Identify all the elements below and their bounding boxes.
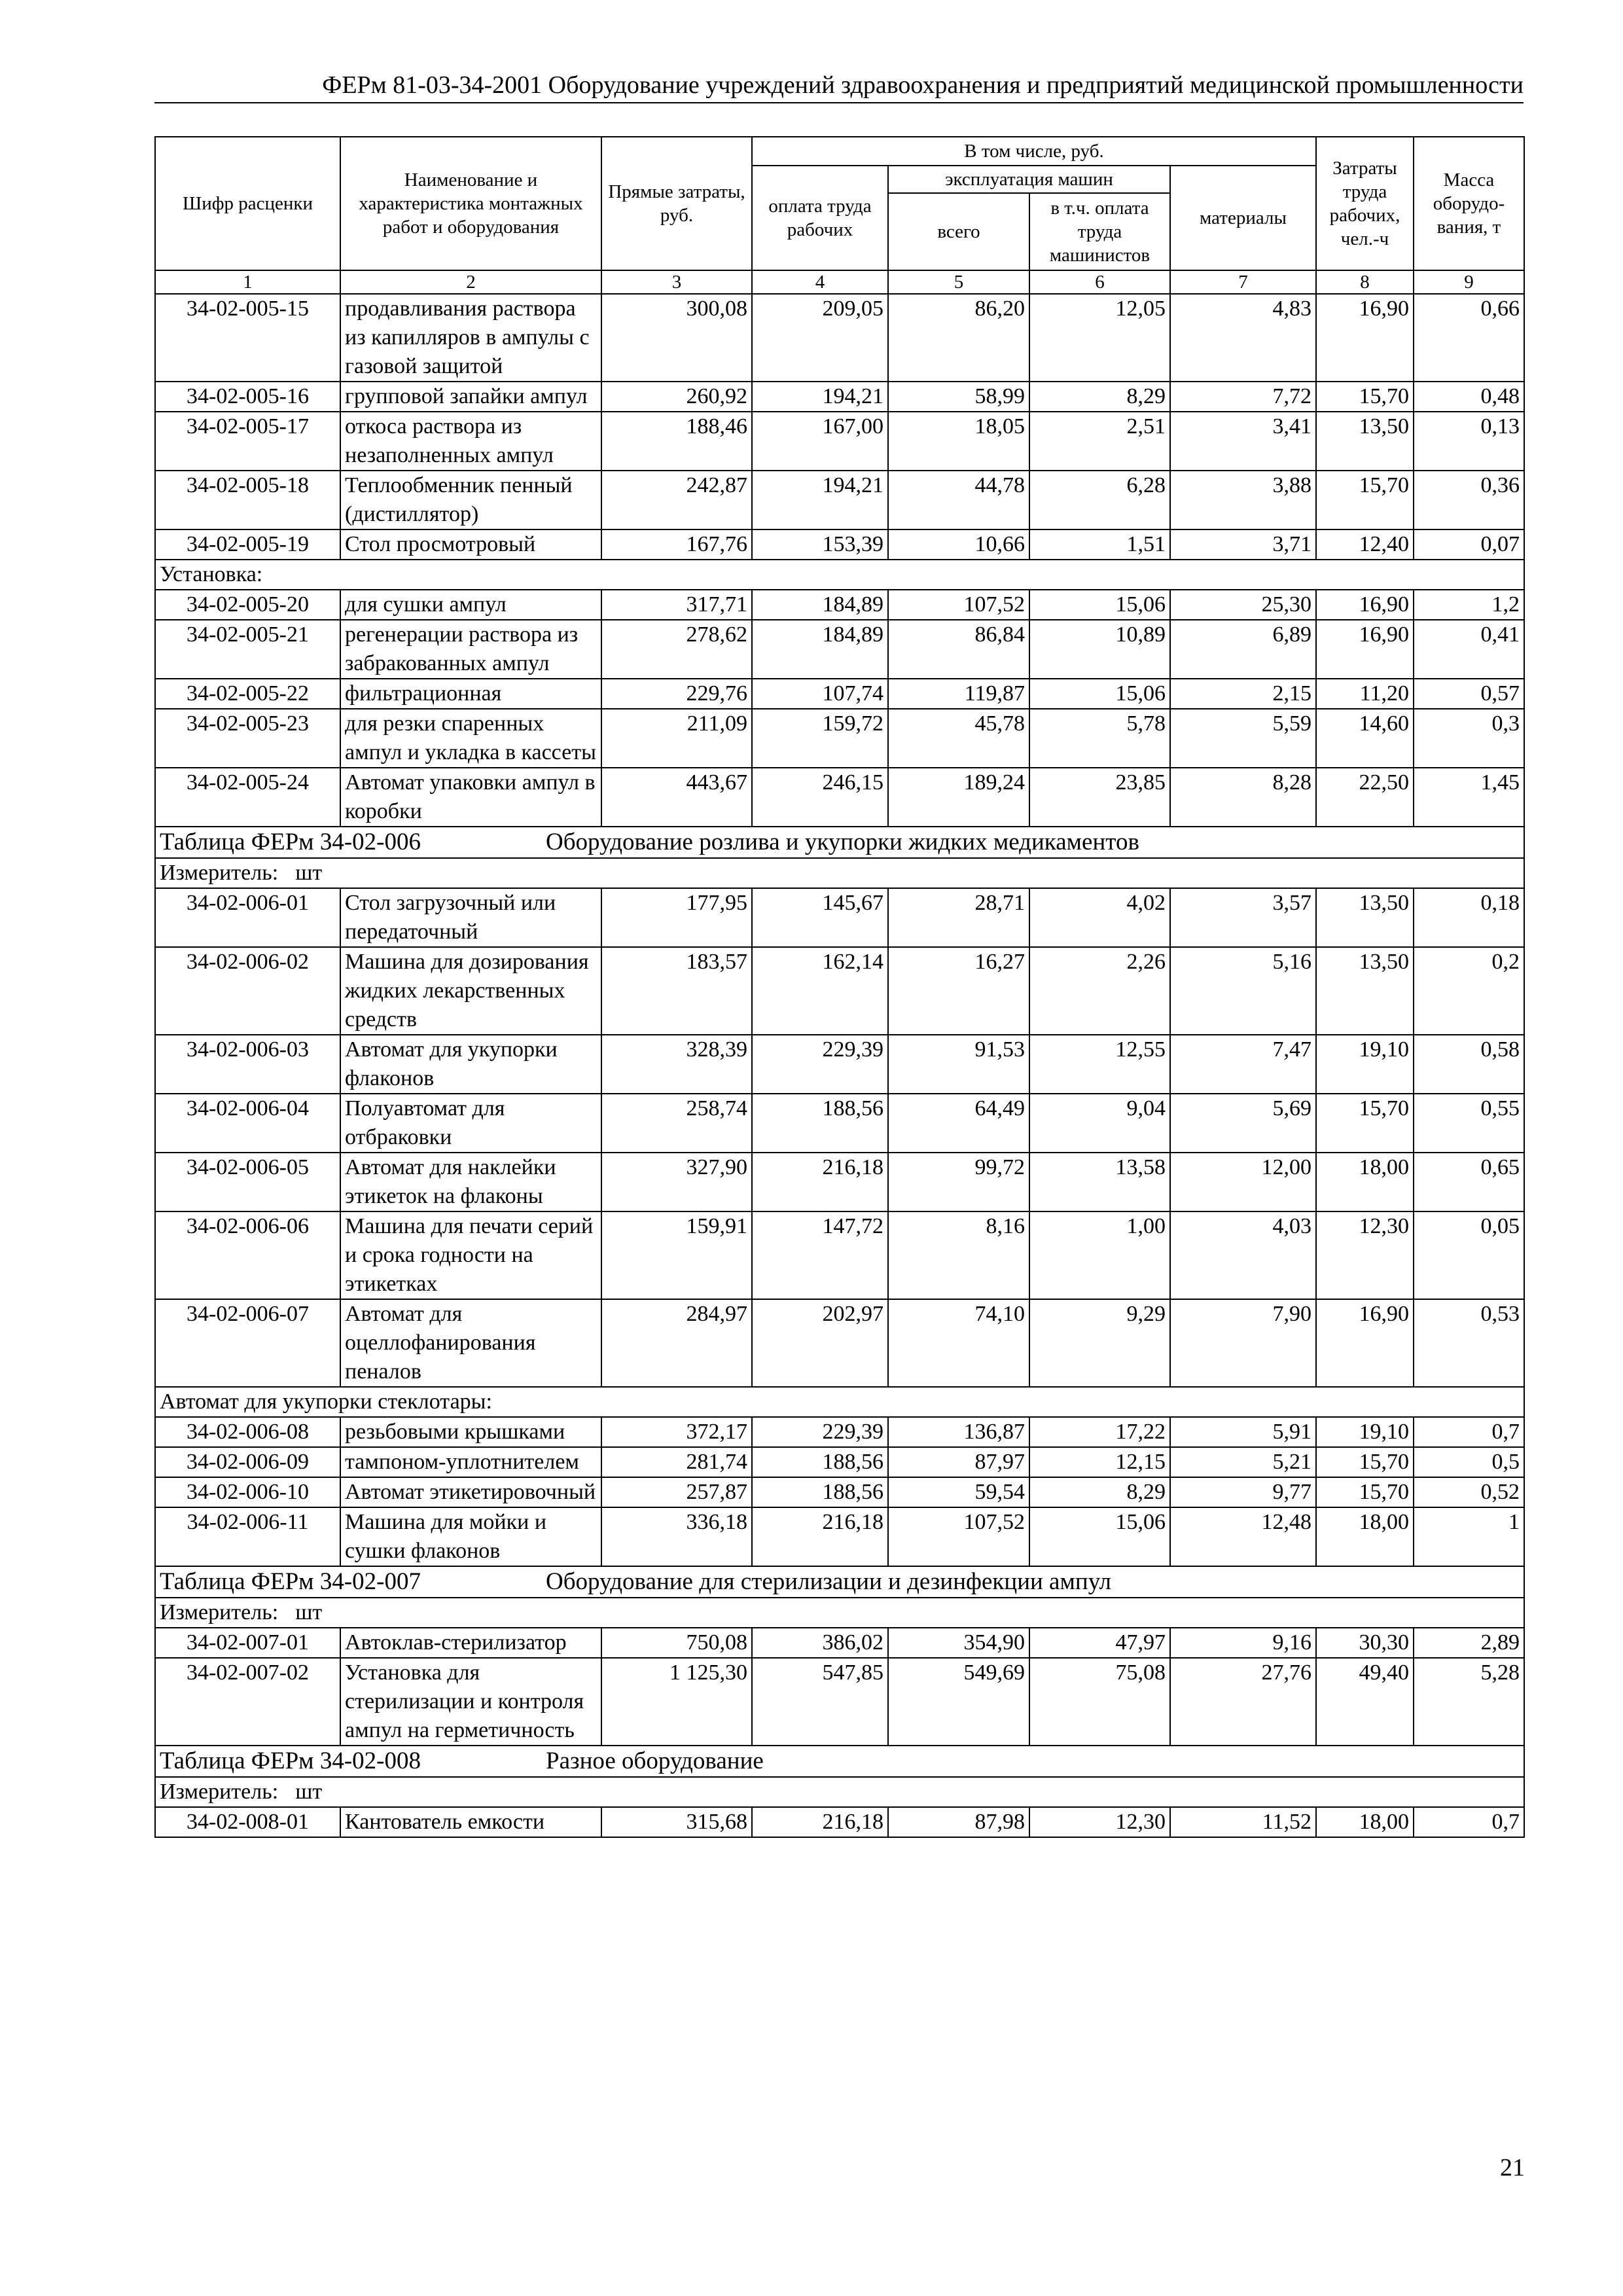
col-labor-header: Затраты труда рабочих, чел.-ч [1316, 137, 1414, 270]
section-table-title: Разное оборудование [546, 1748, 764, 1774]
section-heading [155, 1746, 1524, 1777]
machines-total-cost: 119,87 [888, 679, 1029, 709]
direct-cost: 281,74 [601, 1447, 752, 1477]
rate-code: 34-02-007-02 [155, 1658, 340, 1746]
measure-unit: шт [295, 1600, 323, 1624]
col-including-header: В том числе, руб. [752, 137, 1316, 166]
materials-cost: 8,28 [1170, 768, 1316, 827]
direct-cost: 750,08 [601, 1628, 752, 1658]
section-table-label: Таблица ФЕРм 34-02-007 [160, 1568, 421, 1595]
machines-total-cost: 58,99 [888, 382, 1029, 412]
section-heading-row [155, 1566, 1524, 1598]
machines-wages-cost: 6,28 [1029, 471, 1170, 529]
labor-hours: 19,10 [1316, 1417, 1414, 1447]
col-mass-header: Масса оборудо-вания, т [1414, 137, 1524, 270]
machines-wages-cost: 1,00 [1029, 1211, 1170, 1299]
table-row [155, 1477, 1524, 1507]
direct-cost: 229,76 [601, 679, 752, 709]
work-name: Стол просмотровый [340, 529, 601, 560]
labor-hours: 19,10 [1316, 1035, 1414, 1094]
machines-total-cost: 44,78 [888, 471, 1029, 529]
materials-cost: 7,72 [1170, 382, 1316, 412]
column-number: 1 [155, 270, 340, 294]
machines-wages-cost: 12,15 [1029, 1447, 1170, 1477]
work-name: Установка для стерилизации и контроля ампул на герметичность [340, 1658, 601, 1746]
equipment-mass: 0,3 [1414, 709, 1524, 768]
wages-cost: 229,39 [752, 1035, 888, 1094]
rate-code: 34-02-005-16 [155, 382, 340, 412]
materials-cost: 7,47 [1170, 1035, 1316, 1094]
wages-cost: 386,02 [752, 1628, 888, 1658]
equipment-mass: 0,13 [1414, 412, 1524, 471]
wages-cost: 229,39 [752, 1417, 888, 1447]
section-table-label: Таблица ФЕРм 34-02-008 [160, 1748, 421, 1774]
machines-wages-cost: 8,29 [1029, 382, 1170, 412]
wages-cost: 202,97 [752, 1299, 888, 1387]
table-row [155, 590, 1524, 620]
rate-code: 34-02-006-08 [155, 1417, 340, 1447]
table-body [155, 294, 1524, 1837]
materials-cost: 27,76 [1170, 1658, 1316, 1746]
equipment-mass: 0,41 [1414, 620, 1524, 679]
work-name: Автомат упаковки ампул в коробки [340, 768, 601, 827]
section-table-title: Оборудование розлива и укупорки жидких медикаментов [546, 829, 1139, 855]
group-heading-row [155, 1387, 1524, 1417]
table-row [155, 1507, 1524, 1566]
direct-cost: 188,46 [601, 412, 752, 471]
rate-code: 34-02-006-11 [155, 1507, 340, 1566]
labor-hours: 49,40 [1316, 1658, 1414, 1746]
direct-cost: 159,91 [601, 1211, 752, 1299]
section-heading-row [155, 1746, 1524, 1777]
labor-hours: 30,30 [1316, 1628, 1414, 1658]
work-name: резьбовыми крышками [340, 1417, 601, 1447]
labor-hours: 15,70 [1316, 1447, 1414, 1477]
machines-total-cost: 189,24 [888, 768, 1029, 827]
machines-total-cost: 136,87 [888, 1417, 1029, 1447]
wages-cost: 209,05 [752, 294, 888, 382]
col-direct-header: Прямые затраты, руб. [601, 137, 752, 270]
equipment-mass: 0,57 [1414, 679, 1524, 709]
direct-cost: 336,18 [601, 1507, 752, 1566]
rate-code: 34-02-005-23 [155, 709, 340, 768]
table-row [155, 412, 1524, 471]
rate-code: 34-02-005-24 [155, 768, 340, 827]
direct-cost: 242,87 [601, 471, 752, 529]
work-name: фильтрационная [340, 679, 601, 709]
labor-hours: 12,40 [1316, 529, 1414, 560]
table-row [155, 294, 1524, 382]
labor-hours: 12,30 [1316, 1211, 1414, 1299]
rate-code: 34-02-005-15 [155, 294, 340, 382]
materials-cost: 5,21 [1170, 1447, 1316, 1477]
equipment-mass: 1 [1414, 1507, 1524, 1566]
table-row [155, 1417, 1524, 1447]
measure-row [155, 1777, 1524, 1807]
machines-total-cost: 59,54 [888, 1477, 1029, 1507]
machines-wages-cost: 15,06 [1029, 679, 1170, 709]
table-row [155, 1299, 1524, 1387]
rate-code: 34-02-007-01 [155, 1628, 340, 1658]
machines-wages-cost: 2,51 [1029, 412, 1170, 471]
materials-cost: 4,83 [1170, 294, 1316, 382]
rate-code: 34-02-005-22 [155, 679, 340, 709]
work-name: Автомат этикетировочный [340, 1477, 601, 1507]
work-name: Автомат для укупорки флаконов [340, 1035, 601, 1094]
table-row [155, 1658, 1524, 1746]
group-heading: Установка: [155, 560, 1524, 590]
direct-cost: 258,74 [601, 1094, 752, 1153]
section-table-label: Таблица ФЕРм 34-02-006 [160, 829, 421, 855]
machines-wages-cost: 15,06 [1029, 590, 1170, 620]
measure-unit: шт [295, 1780, 323, 1804]
machines-wages-cost: 4,02 [1029, 888, 1170, 947]
rate-code: 34-02-008-01 [155, 1807, 340, 1837]
machines-total-cost: 354,90 [888, 1628, 1029, 1658]
materials-cost: 6,89 [1170, 620, 1316, 679]
equipment-mass: 2,89 [1414, 1628, 1524, 1658]
wages-cost: 153,39 [752, 529, 888, 560]
work-name: откоса раствора из незаполненных ампул [340, 412, 601, 471]
work-name: Автомат для наклейки этикеток на флаконы [340, 1153, 601, 1211]
rate-code: 34-02-006-09 [155, 1447, 340, 1477]
work-name: Машина для печати серий и срока годности на этикетках [340, 1211, 601, 1299]
equipment-mass: 0,48 [1414, 382, 1524, 412]
measure-cell [155, 1598, 1524, 1628]
measure-row [155, 858, 1524, 888]
labor-hours: 16,90 [1316, 1299, 1414, 1387]
machines-wages-cost: 8,29 [1029, 1477, 1170, 1507]
machines-wages-cost: 5,78 [1029, 709, 1170, 768]
machines-wages-cost: 23,85 [1029, 768, 1170, 827]
equipment-mass: 0,7 [1414, 1807, 1524, 1837]
col-machines-header: эксплуатация машин [888, 166, 1170, 193]
machines-total-cost: 549,69 [888, 1658, 1029, 1746]
labor-hours: 11,20 [1316, 679, 1414, 709]
column-number: 9 [1414, 270, 1524, 294]
table-row [155, 529, 1524, 560]
labor-hours: 13,50 [1316, 412, 1414, 471]
direct-cost: 327,90 [601, 1153, 752, 1211]
section-heading-row [155, 827, 1524, 858]
equipment-mass: 0,66 [1414, 294, 1524, 382]
rate-code: 34-02-006-03 [155, 1035, 340, 1094]
rate-code: 34-02-005-17 [155, 412, 340, 471]
work-name: Автоклав-стерилизатор [340, 1628, 601, 1658]
column-number: 3 [601, 270, 752, 294]
equipment-mass: 0,65 [1414, 1153, 1524, 1211]
equipment-mass: 1,2 [1414, 590, 1524, 620]
table-row [155, 1628, 1524, 1658]
equipment-mass: 5,28 [1414, 1658, 1524, 1746]
direct-cost: 372,17 [601, 1417, 752, 1447]
table-row [155, 768, 1524, 827]
rate-code: 34-02-006-01 [155, 888, 340, 947]
rate-code: 34-02-005-21 [155, 620, 340, 679]
machines-total-cost: 45,78 [888, 709, 1029, 768]
machines-wages-cost: 13,58 [1029, 1153, 1170, 1211]
page-header: ФЕРм 81-03-34-2001 Оборудование учреждений здравоохранения и предприятий медицинской промышленности [154, 71, 1524, 103]
work-name: Автомат для оцеллофанирования пеналов [340, 1299, 601, 1387]
direct-cost: 1 125,30 [601, 1658, 752, 1746]
work-name: продавливания раствора из капилляров в ампулы с газовой защитой [340, 294, 601, 382]
work-name: Кантователь емкости [340, 1807, 601, 1837]
materials-cost: 3,71 [1170, 529, 1316, 560]
wages-cost: 107,74 [752, 679, 888, 709]
materials-cost: 2,15 [1170, 679, 1316, 709]
labor-hours: 16,90 [1316, 620, 1414, 679]
column-number: 5 [888, 270, 1029, 294]
machines-total-cost: 87,98 [888, 1807, 1029, 1837]
equipment-mass: 0,5 [1414, 1447, 1524, 1477]
col-machines-wages-header: в т.ч. оплата труда машинистов [1029, 193, 1170, 270]
col-wages-header: оплата труда рабочих [752, 166, 888, 270]
wages-cost: 145,67 [752, 888, 888, 947]
direct-cost: 177,95 [601, 888, 752, 947]
materials-cost: 12,48 [1170, 1507, 1316, 1566]
table-row [155, 382, 1524, 412]
equipment-mass: 0,58 [1414, 1035, 1524, 1094]
wages-cost: 194,21 [752, 382, 888, 412]
materials-cost: 3,41 [1170, 412, 1316, 471]
wages-cost: 188,56 [752, 1094, 888, 1153]
labor-hours: 13,50 [1316, 947, 1414, 1035]
work-name: для сушки ампул [340, 590, 601, 620]
machines-wages-cost: 12,05 [1029, 294, 1170, 382]
machines-total-cost: 10,66 [888, 529, 1029, 560]
group-heading-row [155, 560, 1524, 590]
machines-total-cost: 64,49 [888, 1094, 1029, 1153]
table-row [155, 947, 1524, 1035]
measure-cell [155, 1777, 1524, 1807]
section-table-title: Оборудование для стерилизации и дезинфекции ампул [546, 1568, 1112, 1595]
page-number: 21 [1500, 2154, 1525, 2181]
equipment-mass: 0,07 [1414, 529, 1524, 560]
col-code-header: Шифр расценки [155, 137, 340, 270]
machines-total-cost: 86,84 [888, 620, 1029, 679]
rate-code: 34-02-006-04 [155, 1094, 340, 1153]
machines-total-cost: 107,52 [888, 590, 1029, 620]
labor-hours: 15,70 [1316, 1477, 1414, 1507]
direct-cost: 260,92 [601, 382, 752, 412]
col-name-header: Наименование и характеристика монтажных работ и оборудования [340, 137, 601, 270]
equipment-mass: 0,18 [1414, 888, 1524, 947]
table-header [155, 137, 1524, 294]
machines-wages-cost: 9,29 [1029, 1299, 1170, 1387]
column-number: 8 [1316, 270, 1414, 294]
column-number: 2 [340, 270, 601, 294]
direct-cost: 284,97 [601, 1299, 752, 1387]
machines-wages-cost: 9,04 [1029, 1094, 1170, 1153]
machines-wages-cost: 17,22 [1029, 1417, 1170, 1447]
direct-cost: 300,08 [601, 294, 752, 382]
work-name: Машина для мойки и сушки флаконов [340, 1507, 601, 1566]
equipment-mass: 0,53 [1414, 1299, 1524, 1387]
table-row [155, 1447, 1524, 1477]
table-row [155, 1035, 1524, 1094]
direct-cost: 278,62 [601, 620, 752, 679]
direct-cost: 328,39 [601, 1035, 752, 1094]
labor-hours: 16,90 [1316, 294, 1414, 382]
equipment-mass: 1,45 [1414, 768, 1524, 827]
section-heading [155, 827, 1524, 858]
rate-code: 34-02-006-07 [155, 1299, 340, 1387]
table-row [155, 888, 1524, 947]
measure-unit: шт [295, 861, 323, 885]
materials-cost: 5,69 [1170, 1094, 1316, 1153]
wages-cost: 216,18 [752, 1507, 888, 1566]
measure-label: Измеритель: [160, 1780, 279, 1804]
measure-cell [155, 858, 1524, 888]
equipment-mass: 0,05 [1414, 1211, 1524, 1299]
labor-hours: 13,50 [1316, 888, 1414, 947]
machines-total-cost: 18,05 [888, 412, 1029, 471]
rates-table [154, 136, 1525, 1838]
work-name: Теплообменник пенный (дистиллятор) [340, 471, 601, 529]
labor-hours: 18,00 [1316, 1153, 1414, 1211]
materials-cost: 9,16 [1170, 1628, 1316, 1658]
rate-code: 34-02-006-05 [155, 1153, 340, 1211]
column-number: 4 [752, 270, 888, 294]
materials-cost: 3,88 [1170, 471, 1316, 529]
wages-cost: 246,15 [752, 768, 888, 827]
work-name: тампоном-уплотнителем [340, 1447, 601, 1477]
direct-cost: 167,76 [601, 529, 752, 560]
machines-total-cost: 28,71 [888, 888, 1029, 947]
wages-cost: 162,14 [752, 947, 888, 1035]
table-row [155, 1211, 1524, 1299]
materials-cost: 11,52 [1170, 1807, 1316, 1837]
machines-wages-cost: 2,26 [1029, 947, 1170, 1035]
machines-total-cost: 74,10 [888, 1299, 1029, 1387]
equipment-mass: 0,36 [1414, 471, 1524, 529]
rate-code: 34-02-006-02 [155, 947, 340, 1035]
rate-code: 34-02-006-10 [155, 1477, 340, 1507]
work-name: групповой запайки ампул [340, 382, 601, 412]
direct-cost: 315,68 [601, 1807, 752, 1837]
equipment-mass: 0,2 [1414, 947, 1524, 1035]
machines-total-cost: 87,97 [888, 1447, 1029, 1477]
table-row [155, 471, 1524, 529]
machines-wages-cost: 1,51 [1029, 529, 1170, 560]
measure-label: Измеритель: [160, 1600, 279, 1624]
wages-cost: 188,56 [752, 1447, 888, 1477]
labor-hours: 18,00 [1316, 1507, 1414, 1566]
work-name: Стол загрузочный или передаточный [340, 888, 601, 947]
machines-total-cost: 86,20 [888, 294, 1029, 382]
materials-cost: 9,77 [1170, 1477, 1316, 1507]
labor-hours: 15,70 [1316, 471, 1414, 529]
labor-hours: 15,70 [1316, 382, 1414, 412]
labor-hours: 16,90 [1316, 590, 1414, 620]
col-machines-total-header: всего [888, 193, 1029, 270]
work-name: Полуавтомат для отбраковки [340, 1094, 601, 1153]
table-row [155, 709, 1524, 768]
labor-hours: 14,60 [1316, 709, 1414, 768]
direct-cost: 183,57 [601, 947, 752, 1035]
labor-hours: 22,50 [1316, 768, 1414, 827]
direct-cost: 443,67 [601, 768, 752, 827]
wages-cost: 184,89 [752, 590, 888, 620]
section-heading [155, 1566, 1524, 1598]
work-name: для резки спаренных ампул и укладка в кассеты [340, 709, 601, 768]
machines-wages-cost: 12,30 [1029, 1807, 1170, 1837]
wages-cost: 184,89 [752, 620, 888, 679]
table-row [155, 620, 1524, 679]
machines-total-cost: 107,52 [888, 1507, 1029, 1566]
equipment-mass: 0,55 [1414, 1094, 1524, 1153]
direct-cost: 211,09 [601, 709, 752, 768]
machines-wages-cost: 75,08 [1029, 1658, 1170, 1746]
materials-cost: 3,57 [1170, 888, 1316, 947]
materials-cost: 5,91 [1170, 1417, 1316, 1447]
measure-row [155, 1598, 1524, 1628]
wages-cost: 147,72 [752, 1211, 888, 1299]
wages-cost: 216,18 [752, 1153, 888, 1211]
equipment-mass: 0,52 [1414, 1477, 1524, 1507]
rate-code: 34-02-005-19 [155, 529, 340, 560]
wages-cost: 194,21 [752, 471, 888, 529]
labor-hours: 15,70 [1316, 1094, 1414, 1153]
table-row [155, 1094, 1524, 1153]
machines-total-cost: 99,72 [888, 1153, 1029, 1211]
col-materials-header: материалы [1170, 166, 1316, 270]
rate-code: 34-02-006-06 [155, 1211, 340, 1299]
materials-cost: 5,59 [1170, 709, 1316, 768]
materials-cost: 25,30 [1170, 590, 1316, 620]
rate-code: 34-02-005-20 [155, 590, 340, 620]
wages-cost: 159,72 [752, 709, 888, 768]
labor-hours: 18,00 [1316, 1807, 1414, 1837]
wages-cost: 216,18 [752, 1807, 888, 1837]
work-name: регенерации раствора из забракованных ампул [340, 620, 601, 679]
wages-cost: 167,00 [752, 412, 888, 471]
materials-cost: 4,03 [1170, 1211, 1316, 1299]
table-row [155, 1807, 1524, 1837]
equipment-mass: 0,7 [1414, 1417, 1524, 1447]
machines-total-cost: 16,27 [888, 947, 1029, 1035]
table-row [155, 679, 1524, 709]
machines-total-cost: 91,53 [888, 1035, 1029, 1094]
column-number: 6 [1029, 270, 1170, 294]
column-numbers-row [155, 270, 1524, 294]
measure-label: Измеритель: [160, 861, 279, 885]
wages-cost: 188,56 [752, 1477, 888, 1507]
machines-wages-cost: 12,55 [1029, 1035, 1170, 1094]
machines-wages-cost: 15,06 [1029, 1507, 1170, 1566]
materials-cost: 5,16 [1170, 947, 1316, 1035]
group-heading: Автомат для укупорки стеклотары: [155, 1387, 1524, 1417]
direct-cost: 257,87 [601, 1477, 752, 1507]
work-name: Машина для дозирования жидких лекарственных средств [340, 947, 601, 1035]
machines-total-cost: 8,16 [888, 1211, 1029, 1299]
rate-code: 34-02-005-18 [155, 471, 340, 529]
machines-wages-cost: 47,97 [1029, 1628, 1170, 1658]
table-row [155, 1153, 1524, 1211]
column-number: 7 [1170, 270, 1316, 294]
wages-cost: 547,85 [752, 1658, 888, 1746]
materials-cost: 12,00 [1170, 1153, 1316, 1211]
machines-wages-cost: 10,89 [1029, 620, 1170, 679]
direct-cost: 317,71 [601, 590, 752, 620]
materials-cost: 7,90 [1170, 1299, 1316, 1387]
